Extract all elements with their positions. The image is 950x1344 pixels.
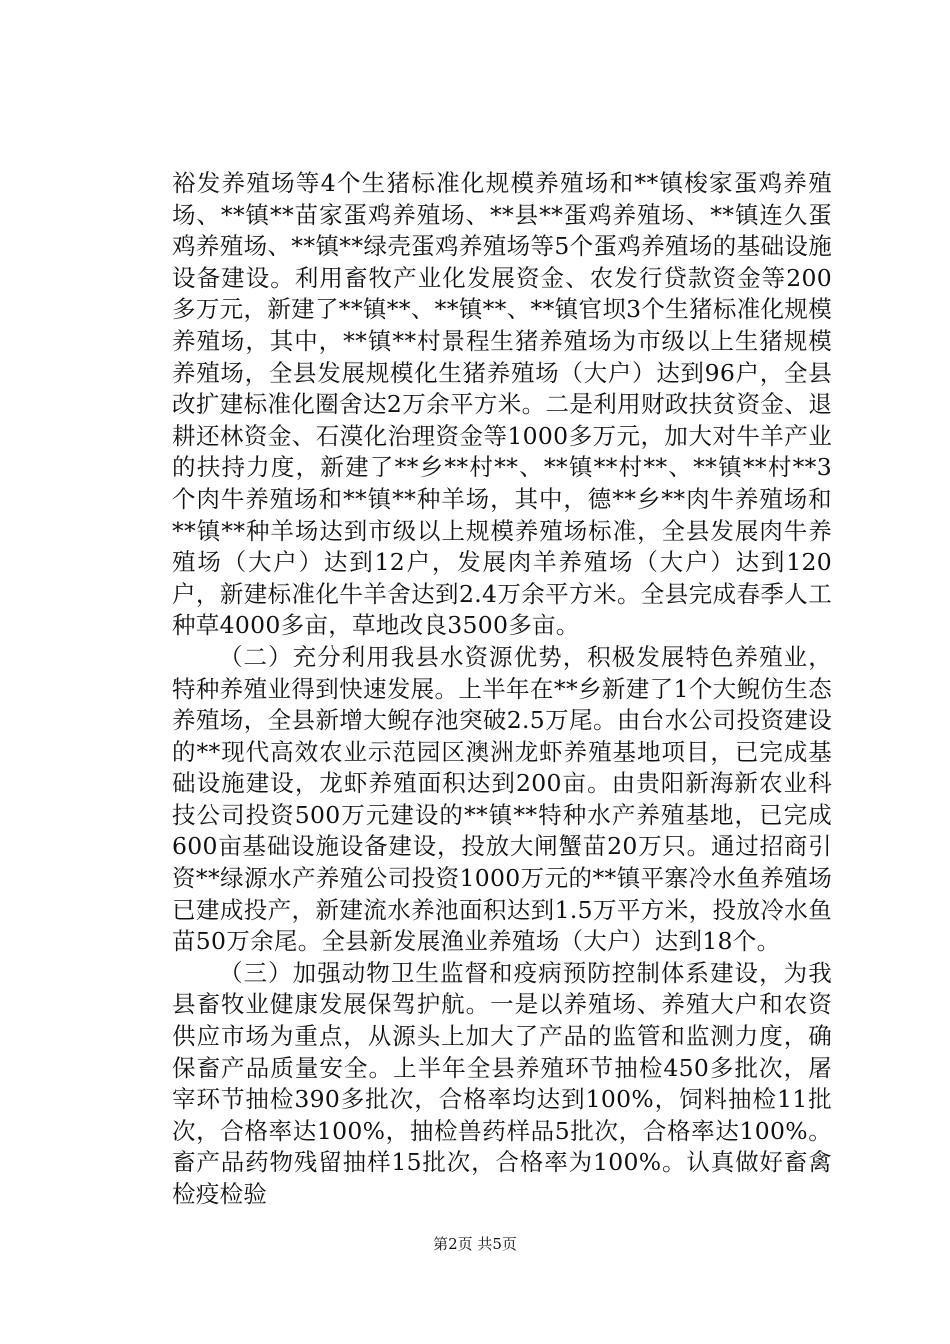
paragraph-animal-health-supervision: （三）加强动物卫生监督和疫病预防控制体系建设，为我县畜牧业健康发展保驾护航。一是以养殖场、养殖大户和农资供应市场为重点，从源头上加大了产品的监管和监测力度，确保畜产品质量安全。上半年全县养殖环节抽检450多批次，屠宰环节抽检390多批次，合格率均达到100%，饲料抽检11批次，合格率达100%，抽检兽药样品5批次，合格率达100%。畜产品药物残留抽样15批次，合格率为100%。认真做好畜禽检疫检验 (172, 958, 832, 1208)
paragraph-livestock-farms: 裕发养殖场等4个生猪标准化规模养殖场和**镇梭家蛋鸡养殖场、**镇**苗家蛋鸡养殖场、**县**蛋鸡养殖场、**镇连久蛋鸡养殖场、**镇**绿壳蛋鸡养殖场等5个蛋鸡养殖场的基础设施设备建设。利用畜牧产业化发展资金、农发行贷款资金等200多万元，新建了**镇**、**镇**、**镇官坝3个生猪标准化规模养殖场，其中，**镇**村景程生猪养殖场为市级以上生猪规模养殖场，全县发展规模化生猪养殖场（大户）达到96户，全县改扩建标准化圈舍达2万余平方米。二是利用财政扶贫资金、退耕还林资金、石漠化治理资金等1000多万元，加大对牛羊产业的扶持力度，新建了**乡**村**、**镇**村**、**镇**村**3个肉牛养殖场和**镇**种羊场，其中，德**乡**肉牛养殖场和**镇**种羊场达到市级以上规模养殖场标准，全县发展肉牛养殖场（大户）达到12户，发展肉羊养殖场（大户）达到120户，新建标准化牛羊舍达到2.4万余平方米。全县完成春季人工种草4000多亩，草地改良3500多亩。 (172, 169, 832, 640)
paragraph-special-aquaculture: （二）充分利用我县水资源优势，积极发展特色养殖业，特种养殖业得到快速发展。上半年在**乡新建了1个大鲵仿生态养殖场，全县新增大鲵存池突破2.5万尾。由台水公司投资建设的**现代高效农业示范园区澳洲龙虾养殖基地项目，已完成基础设施建设，龙虾养殖面积达到200亩。由贵阳新海新农业科技公司投资500万元建设的**镇**特种水产养殖基地，已完成600亩基础设施设备建设，投放大闸蟹苗20万只。通过招商引资**绿源水产养殖公司投资1000万元的**镇平寨冷水鱼养殖场已建成投产，新建流水养池面积达到1.5万平方米，投放冷水鱼苗50万余尾。全县新发展渔业养殖场（大户）达到18个。 (172, 642, 832, 956)
document-body (172, 168, 832, 1211)
page-footer: 第2页 共5页 (433, 1235, 517, 1253)
